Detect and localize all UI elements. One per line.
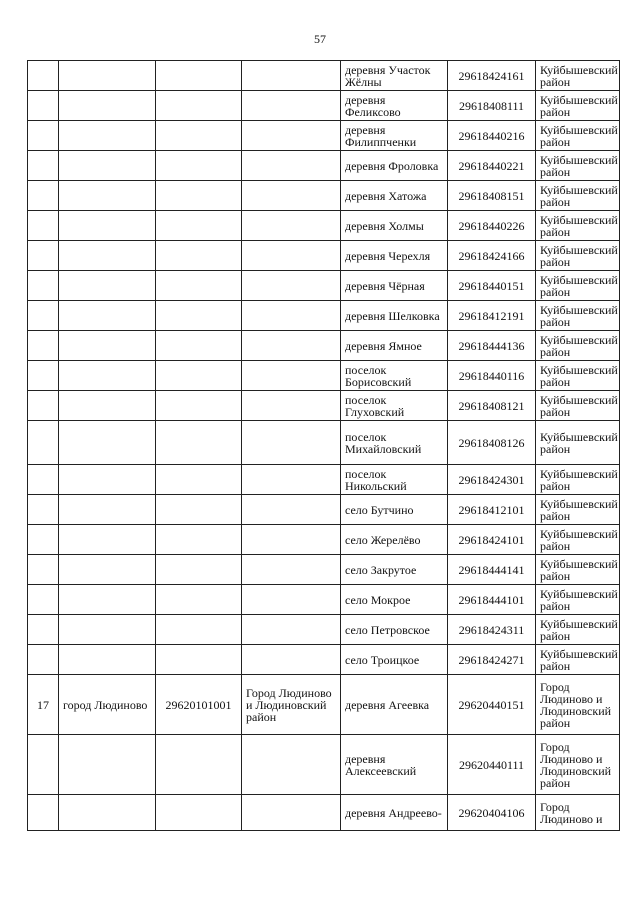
settlement-code-cell: 29618408151 (448, 181, 536, 211)
municipality-name-cell (59, 615, 156, 645)
settlement-name-cell: деревня Ямное (341, 331, 448, 361)
municipality-code-cell (156, 615, 242, 645)
municipality-name-cell: город Людиново (59, 675, 156, 735)
settlement-name-cell: деревня Фроловка (341, 151, 448, 181)
municipality-number-cell (28, 211, 59, 241)
settlement-region-cell: Куйбышевский район (536, 151, 620, 181)
settlement-name-cell: поселок Глуховский (341, 391, 448, 421)
settlement-region-cell: Куйбышевский район (536, 421, 620, 465)
settlement-region-cell: Куйбышевский район (536, 645, 620, 675)
table-row (28, 645, 620, 675)
municipality-name-cell (59, 645, 156, 675)
municipality-code-cell (156, 585, 242, 615)
table-row (28, 525, 620, 555)
table-row (28, 301, 620, 331)
settlements-table (27, 60, 620, 831)
municipality-name-cell (59, 151, 156, 181)
municipality-name-cell (59, 61, 156, 91)
settlement-name-cell: село Петровское (341, 615, 448, 645)
municipality-code-cell (156, 271, 242, 301)
municipality-region-cell (242, 211, 341, 241)
settlement-code-cell: 29618424311 (448, 615, 536, 645)
municipality-region-cell (242, 241, 341, 271)
settlement-region-cell: Куйбышевский район (536, 301, 620, 331)
municipality-code-cell (156, 61, 242, 91)
municipality-number-cell (28, 91, 59, 121)
settlement-name-cell: деревня Андреево- (341, 795, 448, 831)
table-row (28, 391, 620, 421)
settlement-name-cell: поселок Борисовский (341, 361, 448, 391)
settlement-code-cell: 29618412101 (448, 495, 536, 525)
settlement-region-cell: Город Людиново и Людиновский район (536, 735, 620, 795)
municipality-number-cell (28, 465, 59, 495)
settlement-code-cell: 29618424161 (448, 61, 536, 91)
settlement-code-cell: 29618440151 (448, 271, 536, 301)
municipality-region-cell: Город Людиново и Людиновский район (242, 675, 341, 735)
settlement-code-cell: 29618424101 (448, 525, 536, 555)
municipality-region-cell (242, 391, 341, 421)
settlement-region-cell: Куйбышевский район (536, 331, 620, 361)
municipality-region-cell (242, 421, 341, 465)
municipality-number-cell (28, 151, 59, 181)
municipality-name-cell (59, 525, 156, 555)
municipality-region-cell (242, 271, 341, 301)
table-row (28, 585, 620, 615)
municipality-code-cell (156, 301, 242, 331)
municipality-name-cell (59, 271, 156, 301)
table-row (28, 465, 620, 495)
settlements-table-body (28, 61, 620, 831)
settlement-name-cell: деревня Агеевка (341, 675, 448, 735)
municipality-number-cell (28, 361, 59, 391)
municipality-region-cell (242, 361, 341, 391)
municipality-code-cell (156, 361, 242, 391)
municipality-number-cell (28, 645, 59, 675)
table-row (28, 331, 620, 361)
settlement-name-cell: деревня Участок Жёлны (341, 61, 448, 91)
settlement-name-cell: село Троицкое (341, 645, 448, 675)
municipality-number-cell (28, 795, 59, 831)
settlement-region-cell: Куйбышевский район (536, 241, 620, 271)
municipality-code-cell (156, 525, 242, 555)
settlement-region-cell: Куйбышевский район (536, 555, 620, 585)
settlement-code-cell: 29620440111 (448, 735, 536, 795)
settlement-region-cell: Куйбышевский район (536, 465, 620, 495)
settlement-code-cell: 29618408126 (448, 421, 536, 465)
settlement-code-cell: 29618440216 (448, 121, 536, 151)
municipality-code-cell: 29620101001 (156, 675, 242, 735)
municipality-name-cell (59, 241, 156, 271)
settlement-region-cell: Куйбышевский район (536, 61, 620, 91)
settlement-name-cell: деревня Шелковка (341, 301, 448, 331)
table-row (28, 555, 620, 585)
settlement-name-cell: село Жерелёво (341, 525, 448, 555)
table-row (28, 795, 620, 831)
settlement-name-cell: деревня Филиппченки (341, 121, 448, 151)
municipality-name-cell (59, 361, 156, 391)
municipality-name-cell (59, 465, 156, 495)
municipality-number-cell (28, 495, 59, 525)
settlement-name-cell: деревня Черехля (341, 241, 448, 271)
table-row (28, 615, 620, 645)
settlement-name-cell: деревня Феликсово (341, 91, 448, 121)
settlement-name-cell: село Мокрое (341, 585, 448, 615)
municipality-code-cell (156, 211, 242, 241)
settlement-code-cell: 29620404106 (448, 795, 536, 831)
municipality-region-cell (242, 645, 341, 675)
settlement-code-cell: 29618408111 (448, 91, 536, 121)
settlement-region-cell: Город Людиново и Людиновский район (536, 675, 620, 735)
settlement-code-cell: 29618444136 (448, 331, 536, 361)
municipality-code-cell (156, 465, 242, 495)
municipality-region-cell (242, 495, 341, 525)
municipality-number-cell (28, 121, 59, 151)
municipality-name-cell (59, 555, 156, 585)
settlement-name-cell: село Бутчино (341, 495, 448, 525)
municipality-number-cell (28, 615, 59, 645)
municipality-region-cell (242, 795, 341, 831)
settlement-name-cell: поселок Михайловский (341, 421, 448, 465)
municipality-name-cell (59, 331, 156, 361)
settlement-region-cell: Город Людиново и (536, 795, 620, 831)
settlement-code-cell: 29618444101 (448, 585, 536, 615)
municipality-region-cell (242, 121, 341, 151)
municipality-code-cell (156, 795, 242, 831)
settlement-region-cell: Куйбышевский район (536, 525, 620, 555)
municipality-region-cell (242, 151, 341, 181)
municipality-code-cell (156, 121, 242, 151)
municipality-name-cell (59, 391, 156, 421)
municipality-region-cell (242, 465, 341, 495)
municipality-code-cell (156, 645, 242, 675)
settlement-name-cell: поселок Никольский (341, 465, 448, 495)
table-row (28, 181, 620, 211)
municipality-code-cell (156, 331, 242, 361)
table-row (28, 675, 620, 735)
settlement-code-cell: 29618440221 (448, 151, 536, 181)
municipality-number-cell (28, 525, 59, 555)
table-row (28, 271, 620, 301)
municipality-code-cell (156, 91, 242, 121)
municipality-number-cell (28, 585, 59, 615)
municipality-region-cell (242, 61, 341, 91)
settlement-name-cell: деревня Алексеевский (341, 735, 448, 795)
settlement-code-cell: 29618440116 (448, 361, 536, 391)
settlement-code-cell: 29618424271 (448, 645, 536, 675)
municipality-number-cell: 17 (28, 675, 59, 735)
municipality-name-cell (59, 735, 156, 795)
municipality-code-cell (156, 495, 242, 525)
table-row (28, 91, 620, 121)
settlement-region-cell: Куйбышевский район (536, 91, 620, 121)
settlement-code-cell: 29618412191 (448, 301, 536, 331)
municipality-name-cell (59, 795, 156, 831)
municipality-region-cell (242, 91, 341, 121)
municipality-region-cell (242, 525, 341, 555)
settlement-name-cell: село Закрутое (341, 555, 448, 585)
municipality-region-cell (242, 331, 341, 361)
table-row (28, 421, 620, 465)
municipality-name-cell (59, 211, 156, 241)
municipality-region-cell (242, 555, 341, 585)
municipality-number-cell (28, 241, 59, 271)
municipality-name-cell (59, 585, 156, 615)
municipality-code-cell (156, 735, 242, 795)
settlement-region-cell: Куйбышевский район (536, 391, 620, 421)
municipality-number-cell (28, 421, 59, 465)
municipality-region-cell (242, 735, 341, 795)
municipality-region-cell (242, 181, 341, 211)
settlement-code-cell: 29618408121 (448, 391, 536, 421)
settlement-code-cell: 29618444141 (448, 555, 536, 585)
municipality-code-cell (156, 181, 242, 211)
settlement-code-cell: 29618424166 (448, 241, 536, 271)
settlement-region-cell: Куйбышевский район (536, 181, 620, 211)
municipality-name-cell (59, 121, 156, 151)
municipality-name-cell (59, 91, 156, 121)
municipality-code-cell (156, 421, 242, 465)
settlement-code-cell: 29618424301 (448, 465, 536, 495)
table-row (28, 495, 620, 525)
settlement-region-cell: Куйбышевский район (536, 361, 620, 391)
settlement-name-cell: деревня Хатожа (341, 181, 448, 211)
table-row (28, 735, 620, 795)
municipality-number-cell (28, 271, 59, 301)
municipality-region-cell (242, 301, 341, 331)
table-row (28, 211, 620, 241)
page-number: 57 (314, 32, 326, 46)
municipality-region-cell (242, 585, 341, 615)
municipality-number-cell (28, 331, 59, 361)
settlement-region-cell: Куйбышевский район (536, 585, 620, 615)
municipality-name-cell (59, 495, 156, 525)
table-row (28, 61, 620, 91)
municipality-code-cell (156, 241, 242, 271)
municipality-number-cell (28, 61, 59, 91)
settlement-region-cell: Куйбышевский район (536, 271, 620, 301)
municipality-name-cell (59, 421, 156, 465)
settlement-name-cell: деревня Чёрная (341, 271, 448, 301)
municipality-code-cell (156, 555, 242, 585)
settlement-region-cell: Куйбышевский район (536, 211, 620, 241)
settlement-region-cell: Куйбышевский район (536, 121, 620, 151)
settlement-name-cell: деревня Холмы (341, 211, 448, 241)
municipality-number-cell (28, 555, 59, 585)
table-row (28, 151, 620, 181)
table-row (28, 241, 620, 271)
municipality-number-cell (28, 735, 59, 795)
municipality-region-cell (242, 615, 341, 645)
municipality-number-cell (28, 391, 59, 421)
municipality-name-cell (59, 181, 156, 211)
settlement-code-cell: 29618440226 (448, 211, 536, 241)
municipality-name-cell (59, 301, 156, 331)
municipality-number-cell (28, 301, 59, 331)
table-row (28, 361, 620, 391)
settlement-region-cell: Куйбышевский район (536, 615, 620, 645)
municipality-code-cell (156, 391, 242, 421)
municipality-number-cell (28, 181, 59, 211)
settlement-code-cell: 29620440151 (448, 675, 536, 735)
table-row (28, 121, 620, 151)
settlement-region-cell: Куйбышевский район (536, 495, 620, 525)
municipality-code-cell (156, 151, 242, 181)
